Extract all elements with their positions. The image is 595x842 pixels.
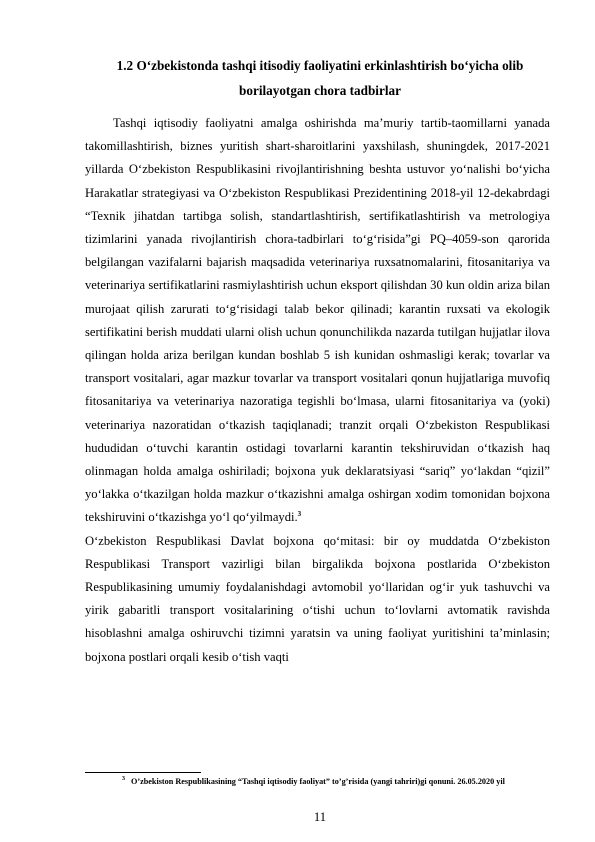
page-number: 11 — [313, 810, 327, 824]
paragraph-1-text: Tashqi iqtisodiy faoliyatni amalga oshirishda maʼmuriy tartib-taomillarni yanada takomillashtirish, biznes yuritish shart-sharoitlarini yaxshilash, shuningdek, 2017-2021 yillarda Oʻzbekiston Respublikasini rivojlantirishning beshta ustuvor yoʻnalishi boʻyicha Harakatlar strategiyasi va Oʻzbekiston Respublikasi Prezidentining 2018-yil 12-dekabrdagi “Texnik jihatdan tartibga solish, standartlashtirish, sertifikatlashtirish va metrologiya tizimlarini yanada rivojlantirish chora-tadbirlari toʻgʻrisida”gi PQ–4059-son qarorida belgilangan vazifalarni bajarish maqsadida veterinariya ruxsatnomalarini, fitosanitariya va veterinariya sertifikatlarini rasmiylashtirish uchun eksport qilishdan 30 kun oldin ariza bilan murojaat qilish zarurati toʻgʻrisidagi talab bekor qilinadi; karantin ruxsati va ekologik sertifikatini berish muddati ularni olish uchun qonunchilikda nazarda tutilgan hujjatlar ilova qilingan holda ariza berilgan kundan boshlab 5 ish kunidan oshmasligi kerak; tovarlar va transport vositalari, agar mazkur tovarlar va transport vositalari qonun hujjatlariga muvofiq fitosanitariya va veterinariya nazoratiga tegishli boʻlmasa, ularni fitosanitariya va (yoki) veterinariya nazoratidan oʻtkazish taqiqlanadi; tranzit orqali Oʻzbekiston Respublikasi hududidan oʻtuvchi karantin ostidagi tovarlarni karantin tekshiruvidan oʻtkazish haq olinmagan holda amalga oshiriladi; bojxona yuk deklaratsiyasi “sariq” yoʻlakdan “qizil” yoʻlakka oʻtkazilgan holda mazkur oʻtkazishni amalga oshirgan xodim tomonidan bojxona tekshiruvini oʻtkazishga yoʻl qoʻyilmaydi. — [85, 116, 550, 525]
footnote — [85, 774, 550, 790]
footnote-separator — [85, 772, 201, 773]
footnote-number: 3 — [122, 776, 125, 782]
paragraph-1 — [85, 112, 550, 530]
section-heading-line-1: 1.2 O‘zbekistonda tashqi itisodiy faoliyatini erkinlashtirish bo‘yicha olib — [116, 58, 524, 73]
footnote-reference: 3 — [297, 510, 302, 519]
section-heading — [90, 53, 550, 103]
section-heading-line-2: borilayotgan chora tadbirlar — [239, 83, 401, 98]
body-text — [85, 112, 550, 669]
paragraph-2: Oʻzbekiston Respublikasi Davlat bojxona qoʻmitasi: bir oy muddatda Oʻzbekiston Respublikasi Transport vazirligi bilan birgalikda bojxona postlarida Oʻzbekiston Respublikasining umumiy foydalanishdagi avtomobil yoʻllaridan ogʻir yuk tashuvchi va yirik gabaritli transport vositalarining oʻtishi uchun toʻlovlarni avtomatik ravishda hisoblashni amalga oshiruvchi tizimni yaratsin va uning faoliyat yuritishini taʼminlasin; bojxona postlari orqali kesib oʻtish vaqti — [85, 533, 550, 664]
footnote-text: O’zbekiston Respublikasining “Tashqi iqtisodiy faoliyat” to’g’risida (yangi tahriri)gi qonuni. 26.05.2020 yil — [131, 777, 505, 786]
